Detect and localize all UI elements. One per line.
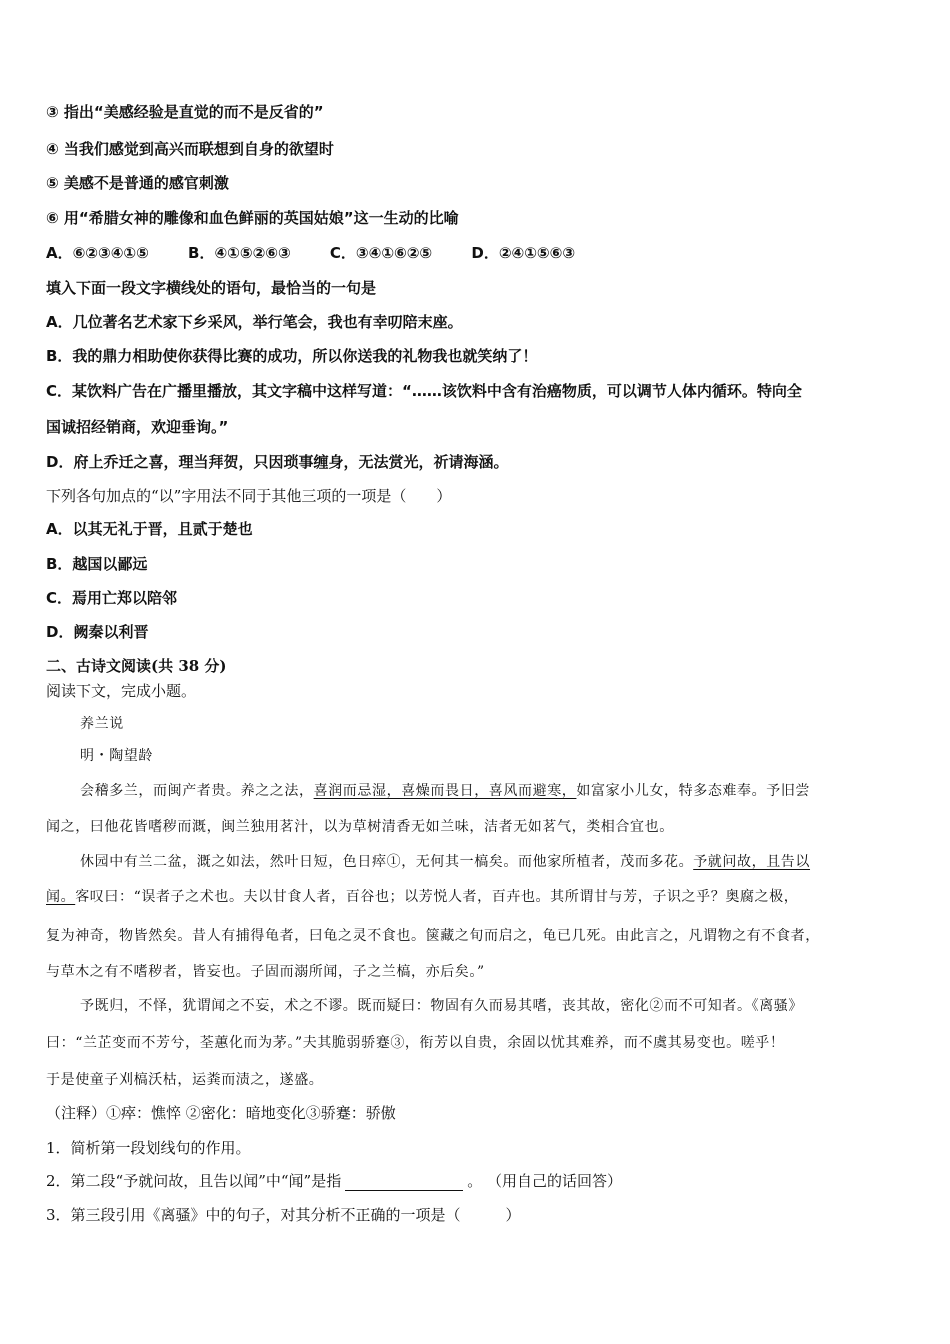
item-6: ⑥ 用“希腊女神的雕像和血色鲜丽的英国姑娘”这一生动的比喻 bbox=[46, 209, 459, 227]
annotation-note: （注释）①瘁：憔悴 ②密化：暗地变化③骄蹇：骄傲 bbox=[46, 1104, 396, 1122]
answer-blank[interactable] bbox=[345, 1176, 463, 1191]
section-heading: 二、古诗文阅读(共 38 分) bbox=[46, 657, 227, 675]
q3-option-c: C．焉用亡郑以陪邻 bbox=[46, 589, 178, 607]
q3-stem: 下列各句加点的“以”字用法不同于其他三项的一项是（ ） bbox=[46, 487, 452, 505]
paragraph-2-line3: 复为神奇，物皆然矣。昔人有捕得龟者，曰龟之灵不食也。箧藏之旬而启之，龟已几死。由此言之，凡谓物之有不食者， bbox=[46, 928, 820, 944]
item-3: ③ 指出“美感经验是直觉的而不是反省的” bbox=[46, 103, 324, 121]
q2-option-a: A．几位著名艺术家下乡采风，举行笔会，我也有幸叨陪末座。 bbox=[46, 313, 463, 331]
q2-option-d: D．府上乔迁之喜，理当拜贺，只因琐事缠身，无法赏光，祈请海涵。 bbox=[46, 453, 509, 471]
text-title: 养兰说 bbox=[80, 716, 124, 732]
q2-option-c-line2: 国诚招经销商，欢迎垂询。” bbox=[46, 418, 229, 436]
underlined-sentence: 喜润而忌湿，喜燥而畏日，喜风而避寒， bbox=[313, 783, 577, 799]
paragraph-3-line2: 曰：“兰芷变而不芳兮，荃蕙化而为茅。”夫其脆弱骄蹇③，衔芳以自贵，余固以忧其难养，而不虞其易变也。嗟乎！ bbox=[46, 1035, 785, 1051]
paragraph-2-line2: 闻。客叹曰：“误者子之术也。夫以甘食人者，百谷也；以芳悦人者，百卉也。其所谓甘与芳，子识之乎？奥腐之极， bbox=[46, 889, 799, 905]
underlined-phrase: 予就问故，且告以 bbox=[693, 854, 811, 870]
q3-option-a: A．以其无礼于晋，且贰于楚也 bbox=[46, 520, 253, 538]
q2-option-c-line1: C．某饮料广告在广播里播放，其文字稿中这样写道：“……该饮料中含有治癌物质，可以调节人体内循环。特向全 bbox=[46, 382, 802, 400]
item-5: ⑤ 美感不是普通的感官刺激 bbox=[46, 174, 229, 192]
q2-option-b: B．我的鼎力相助使你获得比赛的成功，所以你送我的礼物我也就笑纳了！ bbox=[46, 347, 538, 365]
q1-option-b: B．④①⑤②⑥③ bbox=[188, 244, 291, 262]
q3-option-b: B．越国以鄙远 bbox=[46, 555, 148, 573]
q3-option-d: D．阙秦以利晋 bbox=[46, 623, 149, 641]
paragraph-3-line1: 予既归，不怿，犹谓闻之不妄，术之不谬。既而疑曰：物固有久而易其嗜，丧其故，密化②而不可知者。《离骚》 bbox=[80, 998, 803, 1014]
question-1: 1．简析第一段划线句的作用。 bbox=[46, 1139, 251, 1157]
q2-stem: 填入下面一段文字横线处的语句，最恰当的一句是 bbox=[46, 279, 377, 297]
item-4: ④ 当我们感觉到高兴而联想到自身的欲望时 bbox=[46, 140, 334, 158]
paragraph-3-line3: 于是使童子刈槁沃枯，运粪而渍之，遂盛。 bbox=[46, 1072, 324, 1088]
question-3: 3．第三段引用《离骚》中的句子，对其分析不正确的一项是（ ） bbox=[46, 1206, 521, 1224]
q1-option-a: A．⑥②③④①⑤ bbox=[46, 244, 149, 262]
question-2: 2．第二段“予就问故，且告以闻”中“闻”是指 。 （用自己的话回答） bbox=[46, 1172, 623, 1190]
section-instruction: 阅读下文，完成小题。 bbox=[46, 682, 197, 700]
paragraph-1-line2: 闻之，曰他花皆嗜秽而溉，闽兰独用茗汁，以为草树清香无如兰味，洁者无如茗气，类相合宜也。 bbox=[46, 819, 674, 835]
q1-option-c: C．③④①⑥②⑤ bbox=[329, 244, 433, 262]
q1-options bbox=[46, 242, 920, 263]
paragraph-2-line4: 与草木之有不嗜秽者，皆妄也。子固而溺所闻，子之兰槁，亦后矣。” bbox=[46, 964, 485, 980]
paragraph-1-line1: 会稽多兰，而闽产者贵。养之之法，喜润而忌湿，喜燥而畏日，喜风而避寒，如富家小儿女，特多态难奉。予旧尝 bbox=[80, 783, 811, 799]
paragraph-2-line1: 休园中有兰二盆，溉之如法，然叶日短，色日瘁①，无何其一槁矣。而他家所植者，茂而多花。予就问故，且告以 bbox=[80, 854, 811, 870]
q1-option-d: D．②④①⑤⑥③ bbox=[471, 244, 576, 262]
text-author: 明・陶望龄 bbox=[80, 748, 153, 764]
